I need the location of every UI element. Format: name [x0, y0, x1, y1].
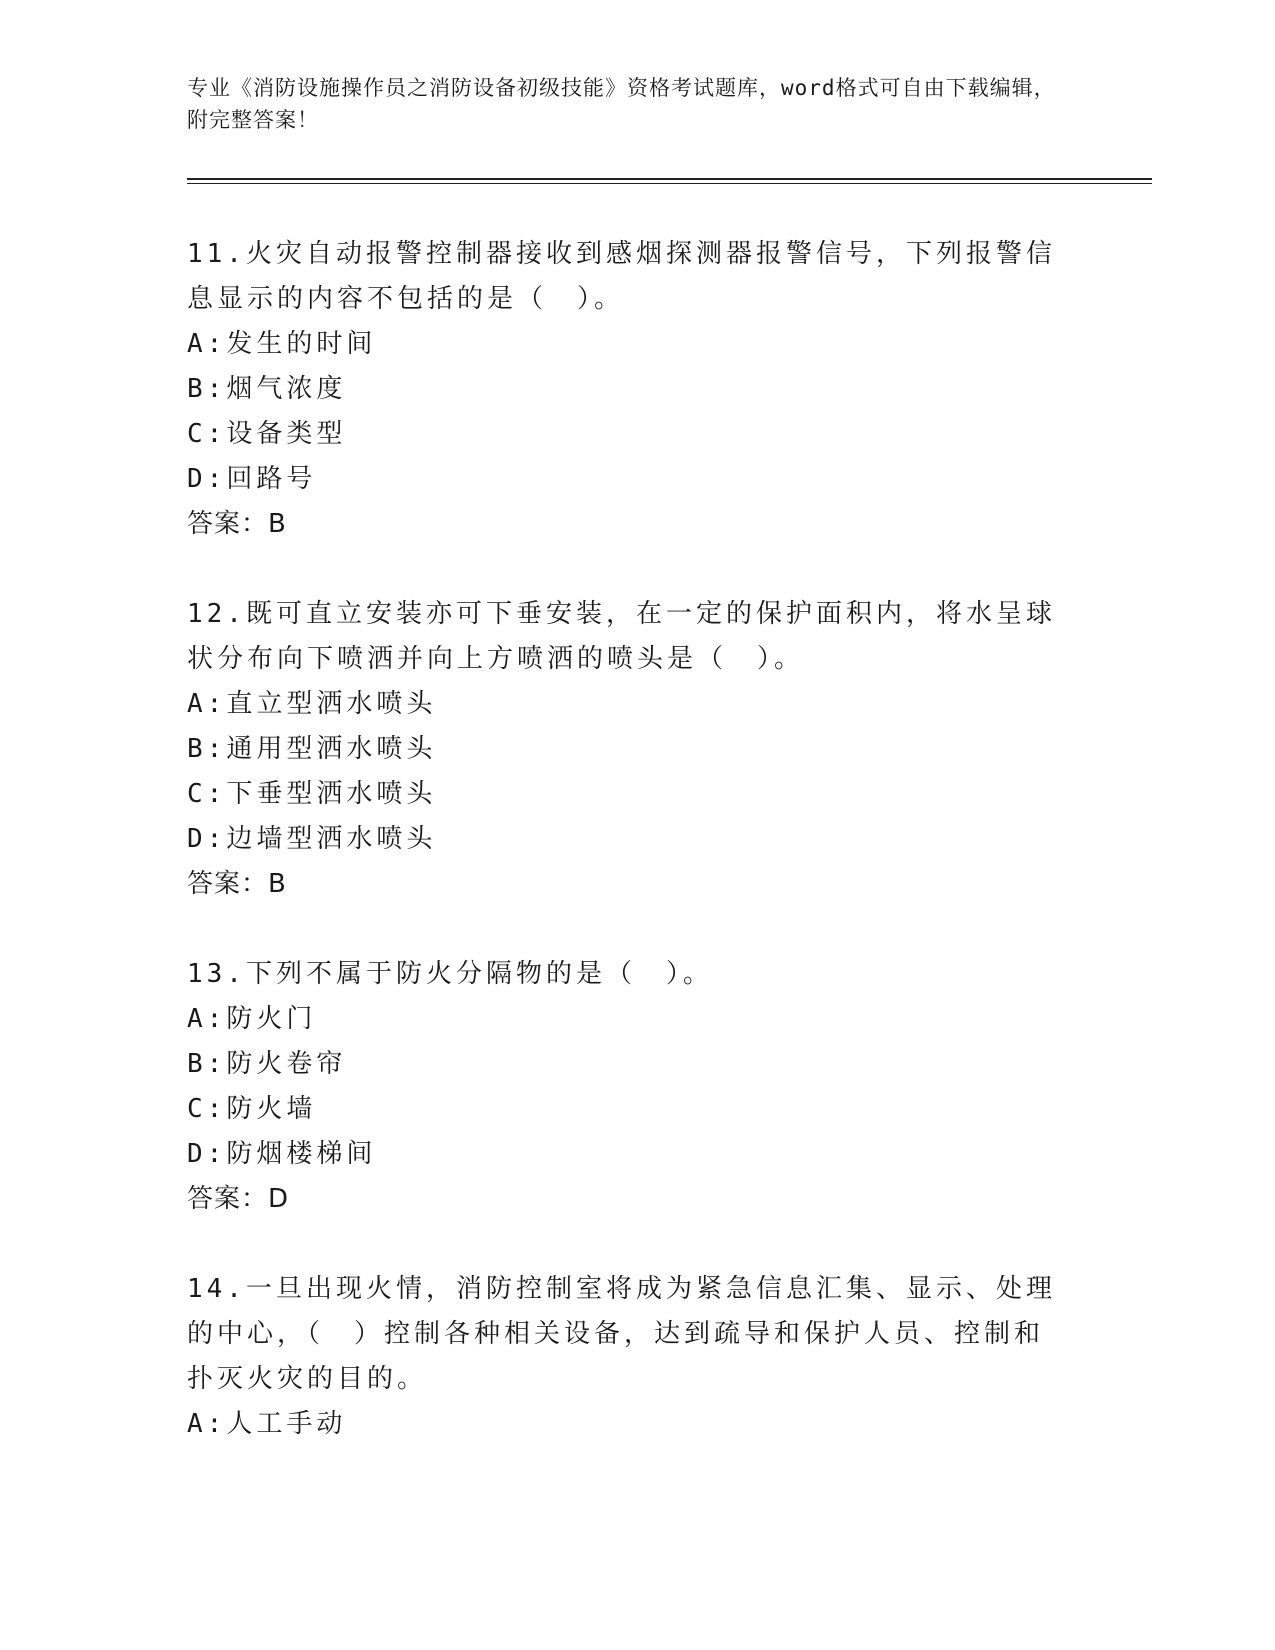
option-a — [187, 997, 1067, 1042]
option-a — [187, 682, 1067, 727]
document-header: 专业《消防设施操作员之消防设备初级技能》资格考试题库，word格式可自由下载编辑，附完整答案！ — [187, 76, 1056, 132]
option-c — [187, 412, 1067, 457]
option-text: 回路号 — [226, 464, 317, 494]
option-text: 通用型洒水喷头 — [226, 734, 437, 764]
question-stem: 12.既可直立安装亦可下垂安装，在一定的保护面积内，将水呈球状分布向下喷洒并向上方喷洒的喷头是（ ）。 — [187, 599, 1056, 674]
document-page — [187, 0, 1152, 1650]
option-c — [187, 772, 1067, 817]
option-d — [187, 817, 1067, 862]
question-stem: 14.一旦出现火情，消防控制室将成为紧急信息汇集、显示、处理的中心，（ ）控制各种相关设备，达到疏导和保护人员、控制和扑灭火灾的目的。 — [187, 1274, 1056, 1394]
answer-line: 答案：D — [187, 1184, 290, 1214]
option-b — [187, 1042, 1067, 1087]
option-text: 人工手动 — [226, 1409, 347, 1439]
option-text: 下垂型洒水喷头 — [226, 779, 437, 809]
option-text: 边墙型洒水喷头 — [226, 824, 437, 854]
option-b — [187, 367, 1067, 412]
option-key: D: — [187, 464, 227, 494]
option-d — [187, 457, 1067, 502]
option-key: D: — [187, 1139, 227, 1169]
option-text: 防火门 — [226, 1004, 317, 1034]
question-11 — [187, 232, 1067, 547]
option-key: A: — [187, 329, 227, 359]
option-key: A: — [187, 689, 227, 719]
option-d — [187, 1132, 1067, 1177]
option-key: A: — [187, 1409, 227, 1439]
question-list — [187, 232, 1067, 1492]
question-13 — [187, 952, 1067, 1222]
option-key: D: — [187, 824, 227, 854]
option-text: 烟气浓度 — [226, 374, 347, 404]
question-stem: 11.火灾自动报警控制器接收到感烟探测器报警信号，下列报警信息显示的内容不包括的是（ ）。 — [187, 239, 1056, 314]
question-14 — [187, 1267, 1067, 1447]
option-key: B: — [187, 374, 227, 404]
option-key: C: — [187, 779, 227, 809]
option-text: 防烟楼梯间 — [226, 1139, 377, 1169]
option-key: B: — [187, 1049, 227, 1079]
option-c — [187, 1087, 1067, 1132]
option-key: C: — [187, 1094, 227, 1124]
option-text: 发生的时间 — [226, 329, 377, 359]
option-text: 防火卷帘 — [226, 1049, 347, 1079]
option-key: B: — [187, 734, 227, 764]
question-stem: 13.下列不属于防火分隔物的是（ ）。 — [187, 959, 713, 989]
option-b — [187, 727, 1067, 772]
option-text: 设备类型 — [226, 419, 347, 449]
answer-line: 答案：B — [187, 509, 287, 539]
answer-line: 答案：B — [187, 869, 287, 899]
option-key: A: — [187, 1004, 227, 1034]
option-text: 防火墙 — [226, 1094, 317, 1124]
option-a — [187, 1402, 1067, 1447]
question-12 — [187, 592, 1067, 907]
option-key: C: — [187, 419, 227, 449]
option-text: 直立型洒水喷头 — [226, 689, 437, 719]
header-divider-thick — [187, 178, 1152, 180]
option-a — [187, 322, 1067, 367]
header-divider-thin — [187, 183, 1152, 184]
